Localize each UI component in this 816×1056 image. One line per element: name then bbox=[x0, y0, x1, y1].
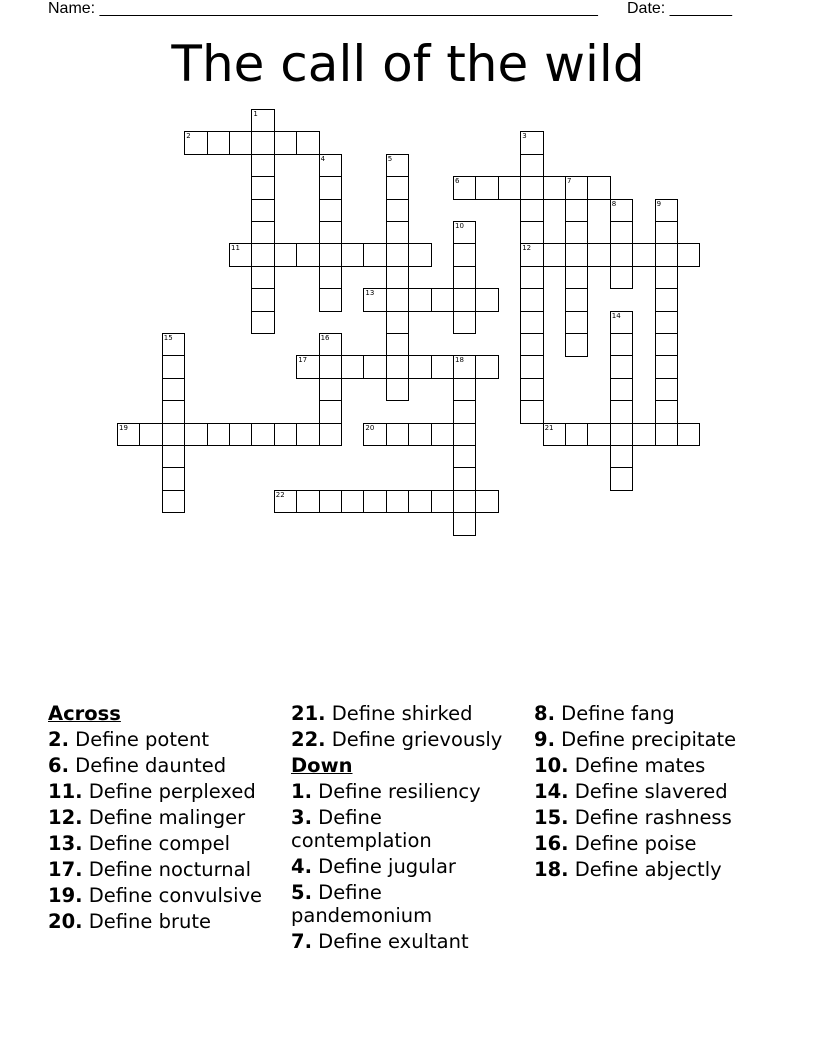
clue-number: 14. bbox=[534, 780, 569, 803]
grid-cell[interactable] bbox=[296, 423, 319, 447]
grid-cell[interactable] bbox=[251, 288, 274, 312]
grid-cell[interactable] bbox=[610, 423, 633, 447]
grid-cell[interactable] bbox=[319, 288, 342, 312]
grid-cell[interactable] bbox=[475, 176, 498, 200]
grid-cell[interactable] bbox=[319, 423, 342, 447]
grid-cell[interactable] bbox=[296, 243, 319, 267]
clues-column-2 bbox=[291, 702, 526, 956]
across-clue-list bbox=[48, 728, 278, 933]
grid-cell[interactable] bbox=[610, 221, 633, 245]
clue-text: Define convulsive bbox=[82, 884, 263, 907]
cell-number: 7 bbox=[567, 177, 572, 186]
grid-cell[interactable] bbox=[543, 423, 566, 447]
grid-cell[interactable] bbox=[139, 423, 162, 447]
clue-item bbox=[534, 728, 749, 751]
grid-cell[interactable] bbox=[162, 490, 185, 514]
grid-cell[interactable] bbox=[274, 490, 297, 514]
clue-item bbox=[291, 702, 526, 725]
clue-text: Define precipitate bbox=[554, 728, 737, 751]
clue-number: 19. bbox=[48, 884, 83, 907]
grid-cell[interactable] bbox=[408, 423, 431, 447]
clue-number: 2. bbox=[48, 728, 69, 751]
grid-cell[interactable] bbox=[207, 131, 230, 155]
clue-text: Define grievously bbox=[325, 728, 503, 751]
grid-cell[interactable] bbox=[296, 490, 319, 514]
grid-cell[interactable] bbox=[184, 423, 207, 447]
grid-cell[interactable] bbox=[520, 176, 543, 200]
grid-cell[interactable] bbox=[341, 355, 364, 379]
clue-text: Define abjectly bbox=[568, 858, 722, 881]
cell-number: 15 bbox=[163, 334, 173, 342]
clue-number: 7. bbox=[291, 930, 312, 953]
grid-cell[interactable] bbox=[655, 199, 678, 223]
cell-number: 16 bbox=[320, 334, 330, 342]
clue-number: 17. bbox=[48, 858, 83, 881]
grid-cell[interactable] bbox=[453, 288, 476, 312]
grid-cell[interactable] bbox=[543, 243, 566, 267]
cell-number: 6 bbox=[455, 177, 460, 186]
grid-cell[interactable] bbox=[610, 311, 633, 335]
clues-column-1 bbox=[48, 702, 278, 936]
clues-column-3 bbox=[534, 702, 749, 884]
cell-number: 10 bbox=[455, 222, 464, 230]
down-clue-list-continued bbox=[534, 702, 749, 881]
grid-cell[interactable] bbox=[453, 467, 476, 491]
grid-cell[interactable] bbox=[565, 333, 588, 357]
grid-cell[interactable] bbox=[677, 423, 700, 447]
grid-cell[interactable] bbox=[363, 355, 386, 379]
cell-number: 13 bbox=[365, 289, 375, 298]
clue-text: Define compel bbox=[82, 832, 231, 855]
cell-number: 2 bbox=[186, 132, 191, 141]
clue-number: 5. bbox=[291, 881, 312, 904]
grid-cell[interactable] bbox=[565, 311, 588, 335]
grid-cell[interactable] bbox=[565, 221, 588, 245]
grid-cell[interactable] bbox=[386, 378, 409, 402]
cell-number: 17 bbox=[298, 356, 308, 365]
clue-number: 3. bbox=[291, 806, 312, 829]
grid-cell[interactable] bbox=[162, 467, 185, 491]
grid-cell[interactable] bbox=[520, 221, 543, 245]
across-clue-list-continued bbox=[291, 702, 526, 751]
grid-cell[interactable] bbox=[386, 423, 409, 447]
cell-number: 4 bbox=[320, 154, 326, 163]
clue-number: 4. bbox=[291, 855, 312, 878]
grid-cell[interactable] bbox=[363, 243, 386, 267]
grid-cell[interactable] bbox=[386, 266, 409, 290]
grid-cell[interactable] bbox=[431, 423, 454, 447]
clue-item bbox=[534, 754, 749, 777]
grid-cell[interactable] bbox=[655, 333, 678, 357]
clue-text: Define perplexed bbox=[82, 780, 256, 803]
grid-cell[interactable] bbox=[453, 423, 476, 447]
clue-number: 12. bbox=[48, 806, 83, 829]
grid-cell[interactable] bbox=[251, 109, 274, 133]
clue-item bbox=[48, 858, 278, 881]
clue-text: Define brute bbox=[82, 910, 211, 933]
grid-cell[interactable] bbox=[610, 400, 633, 424]
clue-text: Define mates bbox=[568, 754, 706, 777]
grid-cell[interactable] bbox=[408, 355, 431, 379]
clue-number: 13. bbox=[48, 832, 83, 855]
clue-number: 18. bbox=[534, 858, 569, 881]
grid-cell[interactable] bbox=[655, 400, 678, 424]
grid-cell[interactable] bbox=[520, 199, 543, 223]
grid-cell[interactable] bbox=[363, 423, 386, 447]
grid-cell[interactable] bbox=[431, 355, 454, 379]
grid-cell[interactable] bbox=[565, 288, 588, 312]
clue-text: Define slavered bbox=[568, 780, 728, 803]
grid-cell[interactable] bbox=[610, 333, 633, 357]
grid-cell[interactable] bbox=[565, 266, 588, 290]
clue-item bbox=[291, 780, 526, 803]
clue-text: Define rashness bbox=[568, 806, 732, 829]
grid-cell[interactable] bbox=[655, 288, 678, 312]
puzzle-title: The call of the wild bbox=[171, 35, 645, 93]
clue-text: Define exultant bbox=[311, 930, 469, 953]
clue-item bbox=[48, 832, 278, 855]
grid-cell[interactable] bbox=[319, 199, 342, 223]
grid-cell[interactable] bbox=[296, 355, 319, 379]
grid-cell[interactable] bbox=[162, 378, 185, 402]
grid-cell[interactable] bbox=[453, 490, 476, 514]
grid-cell[interactable] bbox=[408, 490, 431, 514]
grid-cell[interactable] bbox=[453, 311, 476, 335]
grid-cell[interactable] bbox=[229, 423, 252, 447]
grid-cell[interactable] bbox=[251, 243, 274, 267]
grid-cell[interactable] bbox=[655, 266, 678, 290]
grid-cell[interactable] bbox=[655, 221, 678, 245]
grid-cell[interactable] bbox=[565, 176, 588, 200]
cell-number: 8 bbox=[611, 199, 617, 208]
grid-cell[interactable] bbox=[520, 154, 543, 178]
grid-cell[interactable] bbox=[520, 355, 543, 379]
grid-cell[interactable] bbox=[565, 423, 588, 447]
grid-cell[interactable] bbox=[386, 490, 409, 514]
grid-cell[interactable] bbox=[162, 333, 185, 357]
clue-number: 1. bbox=[291, 780, 312, 803]
grid-cell[interactable] bbox=[386, 199, 409, 223]
grid-cell[interactable] bbox=[475, 288, 498, 312]
clue-text: Define malinger bbox=[82, 806, 246, 829]
grid-cell[interactable] bbox=[251, 131, 274, 155]
cell-number: 20 bbox=[365, 423, 375, 432]
grid-cell[interactable] bbox=[610, 266, 633, 290]
clue-item bbox=[534, 858, 749, 881]
grid-cell[interactable] bbox=[386, 154, 409, 178]
clue-number: 10. bbox=[534, 754, 569, 777]
grid-cell[interactable] bbox=[251, 221, 274, 245]
grid-cell[interactable] bbox=[565, 199, 588, 223]
grid-cell[interactable] bbox=[319, 490, 342, 514]
clue-item bbox=[291, 728, 526, 751]
grid-cell[interactable] bbox=[520, 333, 543, 357]
grid-cell[interactable] bbox=[386, 355, 409, 379]
grid-cell[interactable] bbox=[520, 131, 543, 155]
clue-text: Define nocturnal bbox=[82, 858, 252, 881]
clue-number: 16. bbox=[534, 832, 569, 855]
clue-text: Define jugular bbox=[311, 855, 456, 878]
clue-number: 8. bbox=[534, 702, 555, 725]
grid-cell[interactable] bbox=[610, 467, 633, 491]
grid-cell[interactable] bbox=[408, 288, 431, 312]
grid-cell[interactable] bbox=[274, 423, 297, 447]
grid-cell[interactable] bbox=[520, 266, 543, 290]
down-heading: Down bbox=[291, 754, 353, 777]
grid-cell[interactable] bbox=[162, 400, 185, 424]
clue-text: Define contemplation bbox=[291, 806, 432, 852]
clue-text: Define daunted bbox=[68, 754, 227, 777]
grid-cell[interactable] bbox=[184, 131, 207, 155]
grid-cell[interactable] bbox=[520, 400, 543, 424]
grid-cell[interactable] bbox=[319, 176, 342, 200]
grid-cell[interactable] bbox=[207, 423, 230, 447]
grid-cell[interactable] bbox=[587, 423, 610, 447]
grid-cell[interactable] bbox=[453, 512, 476, 536]
clue-text: Define shirked bbox=[325, 702, 473, 725]
grid-cell[interactable] bbox=[587, 176, 610, 200]
grid-cell[interactable] bbox=[341, 490, 364, 514]
grid-cell[interactable] bbox=[655, 243, 678, 267]
grid-cell[interactable] bbox=[386, 243, 409, 267]
grid-cell[interactable] bbox=[610, 199, 633, 223]
clue-number: 20. bbox=[48, 910, 83, 933]
clue-item bbox=[291, 806, 526, 852]
grid-cell[interactable] bbox=[453, 445, 476, 469]
down-clue-list bbox=[291, 780, 526, 953]
grid-cell[interactable] bbox=[386, 176, 409, 200]
clue-item bbox=[534, 832, 749, 855]
grid-cell[interactable] bbox=[229, 243, 252, 267]
grid-cell[interactable] bbox=[632, 423, 655, 447]
grid-cell[interactable] bbox=[610, 445, 633, 469]
clue-item bbox=[534, 702, 749, 725]
grid-cell[interactable] bbox=[251, 423, 274, 447]
clue-text: Define poise bbox=[568, 832, 697, 855]
grid-cell[interactable] bbox=[431, 288, 454, 312]
name-label: Name: bbox=[48, 0, 96, 17]
grid-cell[interactable] bbox=[610, 378, 633, 402]
grid-cell[interactable] bbox=[655, 423, 678, 447]
grid-cell[interactable] bbox=[386, 288, 409, 312]
grid-cell[interactable] bbox=[632, 243, 655, 267]
grid-cell[interactable] bbox=[251, 154, 274, 178]
cell-number: 11 bbox=[231, 244, 240, 253]
clue-item bbox=[291, 930, 526, 953]
clue-item bbox=[48, 780, 278, 803]
grid-cell[interactable] bbox=[363, 288, 386, 312]
grid-cell[interactable] bbox=[117, 423, 140, 447]
clue-text: Define potent bbox=[68, 728, 209, 751]
cell-number: 5 bbox=[387, 154, 393, 163]
grid-cell[interactable] bbox=[520, 288, 543, 312]
clue-number: 15. bbox=[534, 806, 569, 829]
grid-cell[interactable] bbox=[498, 176, 521, 200]
grid-cell[interactable] bbox=[475, 490, 498, 514]
grid-cell[interactable] bbox=[453, 378, 476, 402]
grid-cell[interactable] bbox=[655, 311, 678, 335]
clue-item bbox=[291, 855, 526, 878]
grid-cell[interactable] bbox=[386, 221, 409, 245]
clue-item bbox=[48, 754, 278, 777]
cell-number: 21 bbox=[544, 423, 554, 432]
clue-text: Define pandemonium bbox=[291, 881, 433, 927]
clue-number: 21. bbox=[291, 702, 326, 725]
grid-cell[interactable] bbox=[431, 490, 454, 514]
clue-item bbox=[534, 780, 749, 803]
clue-item bbox=[291, 881, 526, 927]
grid-cell[interactable] bbox=[251, 311, 274, 335]
grid-cell[interactable] bbox=[520, 378, 543, 402]
clue-number: 6. bbox=[48, 754, 69, 777]
grid-cell[interactable] bbox=[363, 490, 386, 514]
clue-number: 11. bbox=[48, 780, 83, 803]
grid-cell[interactable] bbox=[386, 333, 409, 357]
grid-cell[interactable] bbox=[386, 311, 409, 335]
grid-cell[interactable] bbox=[251, 176, 274, 200]
name-blank[interactable]: ________________________________________________________ bbox=[99, 0, 598, 17]
grid-cell[interactable] bbox=[274, 131, 297, 155]
grid-cell[interactable] bbox=[319, 154, 342, 178]
grid-cell[interactable] bbox=[453, 400, 476, 424]
cell-number: 19 bbox=[119, 423, 128, 432]
grid-cell[interactable] bbox=[587, 243, 610, 267]
grid-cell[interactable] bbox=[162, 445, 185, 469]
grid-cell[interactable] bbox=[251, 266, 274, 290]
clue-item bbox=[48, 910, 278, 933]
cell-number: 3 bbox=[522, 132, 527, 141]
clue-item bbox=[48, 806, 278, 829]
grid-cell[interactable] bbox=[453, 355, 476, 379]
grid-cell[interactable] bbox=[453, 176, 476, 200]
date-blank[interactable]: _______ bbox=[669, 0, 732, 17]
clue-number: 9. bbox=[534, 728, 555, 751]
grid-cell[interactable] bbox=[319, 355, 342, 379]
grid-cell[interactable] bbox=[520, 243, 543, 267]
grid-cell[interactable] bbox=[251, 199, 274, 223]
grid-cell[interactable] bbox=[453, 221, 476, 245]
grid-cell[interactable] bbox=[319, 266, 342, 290]
grid-cell[interactable] bbox=[453, 243, 476, 267]
grid-cell[interactable] bbox=[677, 243, 700, 267]
cell-number: 9 bbox=[656, 199, 662, 208]
grid-cell[interactable] bbox=[319, 243, 342, 267]
grid-cell[interactable] bbox=[319, 400, 342, 424]
clue-number: 22. bbox=[291, 728, 326, 751]
grid-cell[interactable] bbox=[162, 423, 185, 447]
cell-number: 14 bbox=[611, 311, 621, 320]
grid-cell[interactable] bbox=[610, 243, 633, 267]
grid-cell[interactable] bbox=[319, 378, 342, 402]
grid-cell[interactable] bbox=[296, 131, 319, 155]
grid-cell[interactable] bbox=[162, 355, 185, 379]
clue-item bbox=[48, 728, 278, 751]
cell-number: 18 bbox=[455, 356, 464, 365]
clue-text: Define resiliency bbox=[311, 780, 481, 803]
grid-cell[interactable] bbox=[475, 355, 498, 379]
grid-cell[interactable] bbox=[341, 243, 364, 267]
grid-cell[interactable] bbox=[610, 355, 633, 379]
cell-number: 12 bbox=[522, 244, 532, 253]
grid-cell[interactable] bbox=[408, 243, 431, 267]
clue-item bbox=[48, 884, 278, 907]
grid-cell[interactable] bbox=[565, 243, 588, 267]
grid-cell[interactable] bbox=[520, 311, 543, 335]
grid-cell[interactable] bbox=[319, 221, 342, 245]
across-heading: Across bbox=[48, 702, 121, 725]
cell-number: 22 bbox=[275, 490, 285, 499]
date-label: Date: bbox=[627, 0, 666, 17]
clue-text: Define fang bbox=[554, 702, 675, 725]
grid-cell[interactable] bbox=[543, 176, 566, 200]
cell-number: 1 bbox=[253, 110, 258, 118]
grid-cell[interactable] bbox=[655, 378, 678, 402]
clue-item bbox=[534, 806, 749, 829]
grid-cell[interactable] bbox=[229, 131, 252, 155]
grid-cell[interactable] bbox=[655, 355, 678, 379]
grid-cell[interactable] bbox=[319, 333, 342, 357]
grid-cell[interactable] bbox=[274, 243, 297, 267]
grid-cell[interactable] bbox=[453, 266, 476, 290]
